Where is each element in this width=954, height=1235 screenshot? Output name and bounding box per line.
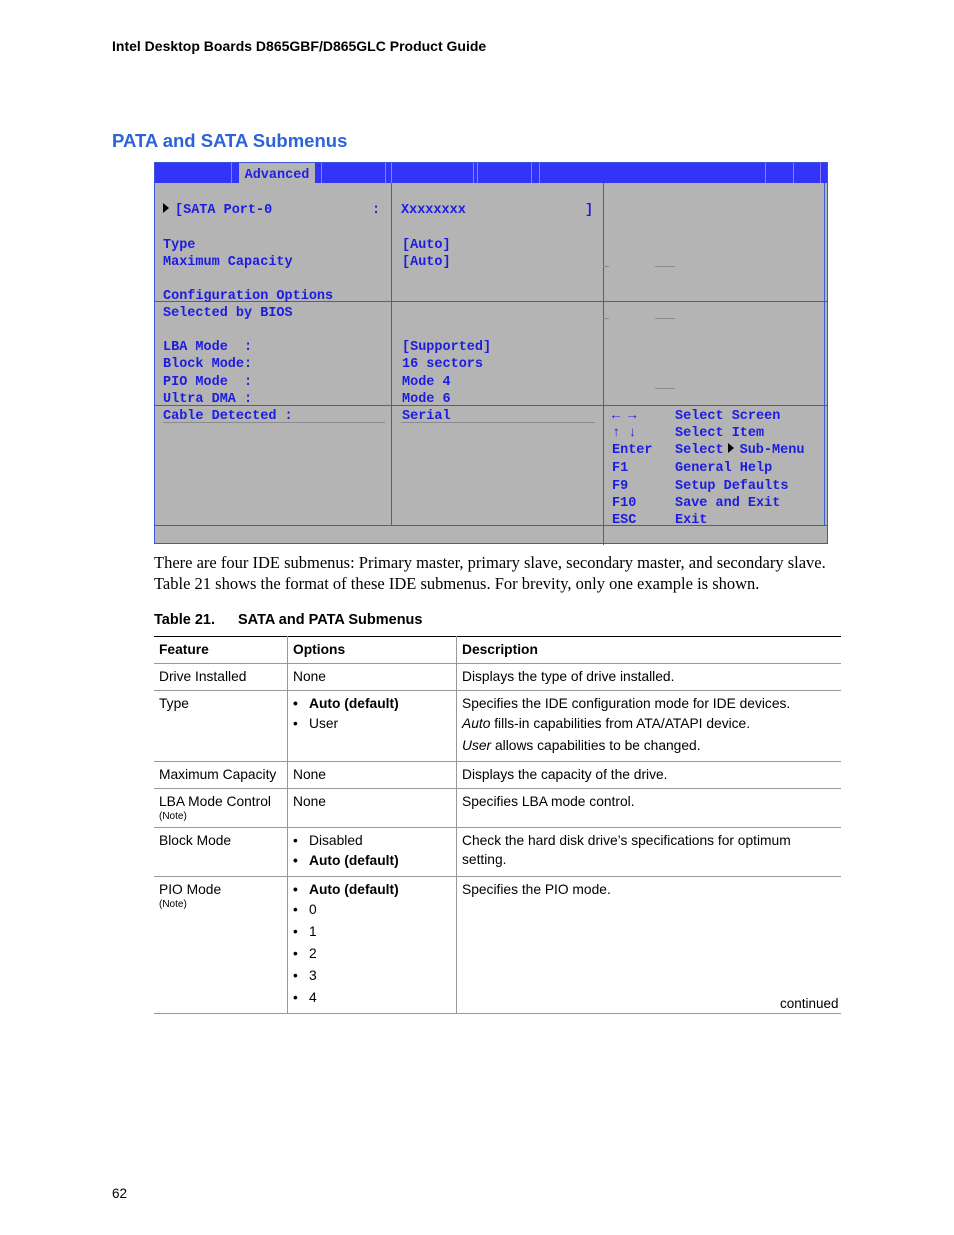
bios-port-value: Xxxxxxxx <box>401 203 466 218</box>
option-item: • Auto (default) <box>293 850 451 872</box>
bios-port-label: [SATA Port-0 <box>175 203 273 218</box>
key-action: Select Screen <box>675 409 781 424</box>
options-cell: None <box>288 664 457 691</box>
table-header-row <box>154 637 841 664</box>
key-action: Setup Defaults <box>675 479 789 494</box>
bios-mode-value: 16 sectors <box>402 357 484 372</box>
feature-cell <box>154 877 288 1014</box>
bios-mode-label: LBA Mode : <box>163 340 253 355</box>
table-title: SATA and PATA Submenus <box>238 612 423 628</box>
description-cell: Specifies LBA mode control. <box>457 789 842 828</box>
key-action: Save and Exit <box>675 496 781 511</box>
option-item: • Auto (default) <box>293 694 451 713</box>
page-number: 62 <box>112 1186 128 1201</box>
table-row <box>154 828 841 877</box>
bios-item-value[interactable]: [Auto] <box>402 255 451 270</box>
options-cell: None <box>288 789 457 828</box>
bios-config-subheading: Selected by BIOS <box>163 306 293 321</box>
description-emphasis: Auto <box>462 716 491 731</box>
bios-port-bracket: ] <box>585 203 594 218</box>
key-action: Exit <box>675 513 708 528</box>
bios-mode-value: [Supported] <box>402 340 492 355</box>
header-options: Options <box>288 637 457 664</box>
key-action: Select <box>675 443 724 458</box>
key-f10: F10 <box>612 496 637 511</box>
feature-cell <box>154 789 288 828</box>
bios-mode-value: Mode 6 <box>402 392 451 407</box>
key-action: Sub-Menu <box>739 443 805 458</box>
option-item: • 2 <box>293 943 451 965</box>
options-cell <box>288 691 457 762</box>
header-feature: Feature <box>154 637 288 664</box>
key-action-submenu <box>675 442 804 459</box>
table-number: Table 21. <box>154 612 215 628</box>
option-item: • 4 <box>293 987 451 1009</box>
bios-mode-value: Serial <box>402 409 451 424</box>
description-cell <box>457 691 842 762</box>
key-f9: F9 <box>612 479 629 494</box>
description-line: Specifies the IDE configuration mode for IDE devices. <box>462 696 791 711</box>
bios-port-row[interactable] <box>163 202 272 219</box>
feature-label: PIO Mode <box>159 882 222 897</box>
table-row <box>154 789 841 828</box>
bios-menu-bar <box>155 163 827 183</box>
feature-cell: Drive Installed <box>154 664 288 691</box>
key-action: Select Item <box>675 426 765 441</box>
key-enter: Enter <box>612 443 653 458</box>
bios-item-value[interactable]: [Auto] <box>402 238 451 253</box>
option-item: • 1 <box>293 921 451 943</box>
bios-mode-label: Ultra DMA : <box>163 392 253 407</box>
bios-mode-value: Mode 4 <box>402 375 451 390</box>
key-esc: ESC <box>612 513 637 528</box>
bios-item-label[interactable]: Type <box>163 238 196 253</box>
submenu-arrow-icon <box>728 443 734 453</box>
option-item: • 3 <box>293 965 451 987</box>
description-cell: Check the hard disk drive’s specifications for optimum setting. <box>457 828 842 877</box>
bios-port-colon: : <box>372 203 381 218</box>
bios-item-label[interactable]: Maximum Capacity <box>163 255 293 270</box>
bios-mode-label: PIO Mode : <box>163 375 253 390</box>
bios-screen <box>154 162 828 544</box>
option-item: • User <box>293 713 451 735</box>
bios-mode-label: Block Mode: <box>163 357 253 372</box>
submenu-arrow-icon <box>163 203 169 213</box>
bios-mode-label: Cable Detected : <box>163 409 293 424</box>
feature-cell: Maximum Capacity <box>154 762 288 789</box>
table-caption <box>154 612 422 628</box>
feature-cell: Type <box>154 691 288 762</box>
submenu-table <box>154 636 841 1014</box>
table-row <box>154 691 841 762</box>
description-cell: Displays the capacity of the drive. <box>457 762 842 789</box>
options-cell: None <box>288 762 457 789</box>
description-cell: Specifies the PIO mode. <box>457 877 842 1014</box>
table-row <box>154 762 841 789</box>
description-text: fills-in capabilities from ATA/ATAPI device. <box>490 716 751 731</box>
description-line <box>462 713 836 735</box>
option-item: • 0 <box>293 899 451 921</box>
key-arrows-lr: ← → <box>612 409 637 424</box>
continued-label: continued <box>780 996 839 1011</box>
key-f1: F1 <box>612 461 629 476</box>
table-row <box>154 664 841 691</box>
options-cell <box>288 877 457 1014</box>
section-title: PATA and SATA Submenus <box>112 130 348 151</box>
key-action: General Help <box>675 461 773 476</box>
key-arrows-ud: ↑ ↓ <box>612 426 637 441</box>
option-item: • Auto (default) <box>293 880 451 899</box>
table-row <box>154 877 841 1014</box>
bios-tab-advanced[interactable]: Advanced <box>239 163 315 184</box>
body-paragraph: There are four IDE submenus: Primary master, primary slave, secondary master, and secondary slave. Table 21 shows the format of these IDE submenus. For brevity, only one example is shown. <box>154 553 826 593</box>
description-emphasis: User <box>462 738 492 753</box>
header-description: Description <box>457 637 842 664</box>
feature-label: LBA Mode Control <box>159 794 271 809</box>
description-text: allows capabilities to be changed. <box>491 738 701 753</box>
option-item: • Disabled <box>293 831 451 850</box>
description-cell: Displays the type of drive installed. <box>457 664 842 691</box>
feature-cell: Block Mode <box>154 828 288 877</box>
bios-config-heading: Configuration Options <box>163 289 334 304</box>
running-header: Intel Desktop Boards D865GBF/D865GLC Product Guide <box>112 38 487 54</box>
feature-note: (Note) <box>159 811 187 822</box>
options-cell <box>288 828 457 877</box>
feature-note: (Note) <box>159 899 187 910</box>
description-line <box>462 735 836 757</box>
